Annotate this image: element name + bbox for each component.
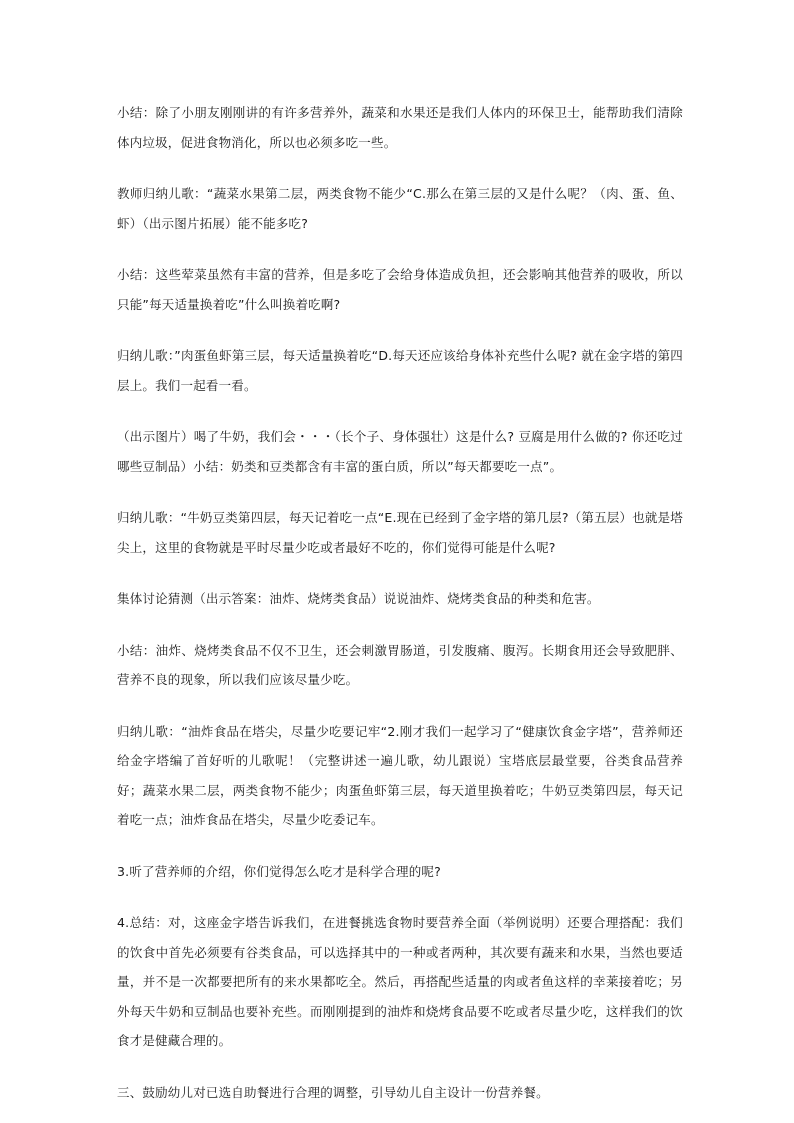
paragraph-conclusion-four: 4.总结：对，这座金字塔告诉我们，在进餐挑选食物时要营养全面（举例说明）还要合理搭配：我们的饮食中首先必须要有谷类食品，可以选择其中的一种或者两种，其次要有蔬来和水果，当然也要适量，并不是一次都要把所有的来水果都吃全。然后，再搭配些适量的肉或者鱼这样的幸莱接着吃；另外每天牛奶和豆制品也要补充些。而刚刚提到的油炸和烧烤食品要不吃或者尽量少吃，这样我们的饮食才是健藏合理的。	[117, 915, 683, 1048]
paragraph-rhyme-layer-three: 归纳儿歌：”肉蛋鱼虾第三层，每天适量换着吃“D.每天还应该给身体补充些什么呢? 就在金字塔的第四层上。我们一起看一看。	[117, 348, 683, 393]
paragraph-summary-fried-food: 小结：油炸、烧烤类食品不仅不卫生，还会刺激胃肠道，引发腹痛、腹泻。长期食用还会导致肥胖、营养不良的现象，所以我们应该尽量少吃。	[117, 642, 683, 687]
paragraph-milk-beans: （出示图片）喝了牛奶，我们会・・・（长个子、身体强壮）这是什么? 豆腐是用什么做的? 你还吃过哪些豆制品）小结：奶类和豆类都含有丰富的蛋白质，所以”每天都要吃一点”。	[117, 429, 683, 474]
paragraph-rhyme-layer-four: 归纳儿歌：“牛奶豆类第四层，每天记着吃一点“E.现在已经到了金字塔的第几层?（第五层）也就是塔尖上，这里的食物就是平时尽量少吃或者最好不吃的，你们觉得可能是什么呢?	[117, 510, 683, 555]
paragraph-summary-meat: 小结：这些荤菜虽然有丰富的营养，但是多吃了会给身体造成负担，还会影响其他营养的吸收，所以只能”每天适量换着吃”什么叫换着吃啊?	[117, 267, 683, 312]
paragraph-question-three: 3.听了营养师的介绍，你们觉得怎么吃才是科学合理的呢?	[117, 863, 441, 879]
paragraph-rhyme-layer-two: 教师归纳儿歌：“蔬菜水果第二层，两类食物不能少“C.那么在第三层的又是什么呢？（肉、蛋、鱼、虾）（出示图片拓展）能不能多吃?	[117, 186, 683, 231]
paragraph-summary-vegetables: 小结：除了小朋友刚刚讲的有许多营养外，蔬菜和水果还是我们人体内的环保卫士，能帮助我们清除体内垃圾，促进食物消化，所以也必须多吃一些。	[117, 105, 683, 150]
paragraph-section-three: 三、鼓励幼儿对已选自助餐进行合理的调整，引导幼儿自主设计一份营养餐。	[117, 1084, 549, 1100]
paragraph-full-rhyme: 归纳儿歌：“油炸食品在塔尖，尽量少吃要记牢“2.刚才我们一起学习了“健康饮食金字塔”，营养师还给金字塔编了首好听的儿歌呢！（完整讲述一遍儿歌，幼儿跟说）宝塔底层最堂要，谷类食品营养好；蔬菜水果二层，两类食物不能少；肉蛋鱼虾第三层，每天道里换着吃；牛奶豆类第四层，每天记着吃一点；油炸食品在塔尖，尽量少吃委记车。	[117, 723, 683, 827]
paragraph-group-discussion: 集体讨论猜测（出示答案：油炸、烧烤类食品）说说油炸、烧烤类食品的种类和危害。	[117, 591, 600, 606]
document-page	[117, 98, 683, 1107]
